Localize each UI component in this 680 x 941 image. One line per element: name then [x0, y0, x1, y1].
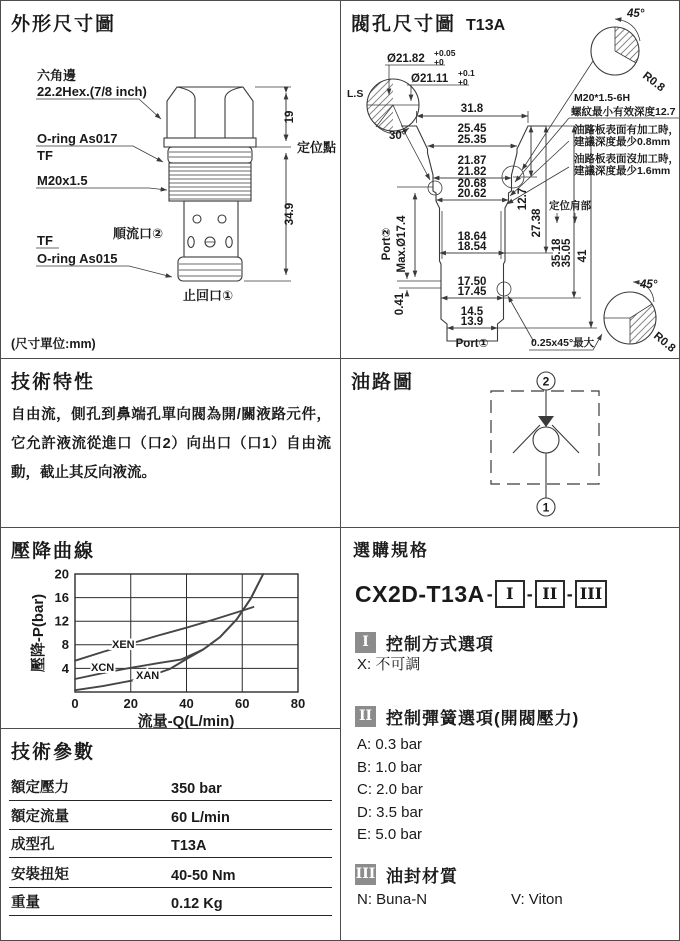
circuit-title: 油路圖	[351, 372, 415, 393]
section-2-badge: II	[355, 706, 376, 727]
option-d: D: 3.5 bar	[357, 804, 423, 821]
dia1-tol-top: +0.05	[434, 48, 456, 58]
check-port-label: 止回口①	[183, 288, 234, 303]
dash: -	[486, 583, 493, 604]
params-title: 技術參數	[11, 742, 96, 763]
tf-top-label: TF	[37, 148, 53, 163]
dim-31-8: 31.8	[460, 103, 484, 115]
machined-note-1: 油路板表面有加工時，	[574, 124, 679, 136]
flow-port-label: 順流口②	[113, 226, 164, 241]
dim-19: 19	[284, 110, 296, 124]
param-row	[9, 862, 332, 888]
model-numeral-box-2: II	[535, 580, 565, 608]
dim-21-87: 21.87	[457, 155, 487, 167]
dim-12-7: 12.7	[517, 187, 529, 211]
param-value: 40-50 Nm	[171, 868, 236, 884]
dim-14-5: 14.5	[460, 306, 484, 318]
dim-25-45: 25.45	[457, 123, 487, 135]
param-row	[9, 832, 332, 858]
xtick-20: 20	[123, 696, 138, 711]
dim-35-05: 35.05	[561, 238, 573, 268]
dim-20-68: 20.68	[457, 178, 487, 190]
port1-label: Port①	[455, 338, 489, 350]
chart-x-ticks	[71, 696, 305, 711]
pressure-drop-chart	[1, 528, 341, 729]
r08-top: R0.8	[640, 69, 667, 95]
section-2-title: 控制彈簧選項(開閥壓力)	[386, 709, 580, 728]
dash: -	[566, 583, 573, 604]
port2-label: Port②	[381, 227, 393, 261]
section-1-header	[355, 630, 494, 655]
max-dia-label: Max.Ø17.4	[396, 215, 408, 273]
model-numeral-box-1: I	[495, 580, 525, 608]
chamfer-note: 0.25x45°最大	[531, 337, 595, 349]
xtick-40: 40	[179, 696, 194, 711]
series-label-xen: XEN	[112, 639, 135, 651]
option-c: C: 2.0 bar	[357, 781, 423, 798]
ytick-16: 16	[54, 590, 69, 605]
circuit-diagram	[341, 359, 680, 528]
check-valve-symbol	[513, 390, 579, 498]
cavity-drawing	[341, 1, 680, 359]
ytick-8: 8	[61, 637, 69, 653]
xtick-80: 80	[290, 696, 306, 711]
param-value: T13A	[171, 838, 207, 854]
port-1-number: 1	[542, 500, 550, 515]
valve-body-shape	[164, 87, 256, 281]
angle-45-top: 45°	[627, 8, 645, 20]
series-label-xcn: XCN	[91, 662, 115, 674]
panel-cavity-drawing	[341, 1, 680, 359]
xtick-60: 60	[235, 696, 250, 711]
hex-size-label: 22.2Hex.(7/8 inch)	[37, 84, 147, 99]
param-label: 額定流量	[11, 809, 69, 825]
chart-title: 壓降曲線	[11, 541, 96, 562]
dia2-tol-top: +0.1	[458, 68, 475, 78]
machined-note-2: 建議深度最少0.8mm	[574, 136, 671, 148]
section-1-title: 控制方式選項	[386, 635, 494, 654]
dim-0-41: 0.41	[394, 292, 406, 316]
features-body: 自由流，側孔到鼻端孔單向閥為開/關液路元件，它允許液流從進口（口2）向出口（口1）自由流動，截止其反向液流。	[11, 407, 331, 481]
unmachined-note-2: 建議深度最少1.6mm	[574, 165, 671, 177]
param-value: 0.12 Kg	[171, 896, 223, 912]
ytick-12: 12	[54, 613, 69, 629]
thread-label: M20x1.5	[37, 173, 88, 188]
ordering-title: 選購規格	[353, 541, 429, 560]
option-x: X: 不可調	[357, 656, 421, 673]
circuit-boundary-box	[491, 391, 599, 484]
panel-ordering	[341, 528, 680, 941]
ytick-4: 4	[61, 660, 69, 676]
dim-25-35: 25.35	[457, 134, 487, 146]
xtick-0: 0	[71, 696, 79, 711]
param-label: 額定壓力	[11, 780, 69, 796]
valve-outline-drawing	[1, 1, 341, 359]
x-axis-title: 流量-Q(L/min)	[137, 713, 235, 729]
y-axis-title: 壓降-P(bar)	[30, 593, 47, 673]
dash: -	[526, 583, 533, 604]
panel-params	[1, 729, 341, 941]
oring-bottom-label: O-ring As015	[37, 251, 118, 266]
param-value: 60 L/min	[171, 810, 230, 826]
m20-label: M20*1.5-6H	[574, 92, 631, 104]
chart-grid	[75, 574, 298, 692]
dim-41: 41	[577, 249, 589, 263]
unmachined-note-1: 油路板表面沒加工時，	[574, 153, 679, 165]
option-v: V: Viton	[511, 891, 563, 908]
dim-13-9: 13.9	[460, 316, 484, 328]
section-1-badge: I	[355, 632, 376, 653]
section-3-badge: III	[355, 864, 376, 885]
cavity-subtitle: T13A	[466, 17, 506, 34]
param-row	[9, 890, 332, 916]
param-row	[9, 775, 332, 801]
shoulder-label: 定位肩部	[549, 200, 591, 212]
section-3-title: 油封材質	[386, 867, 458, 886]
series-label-xan: XAN	[136, 670, 160, 682]
dia1-label: Ø21.82	[387, 53, 425, 65]
angle-30: 30°	[389, 130, 407, 142]
hex-label: 六角邊	[37, 68, 77, 83]
section-2-header	[355, 704, 579, 729]
option-n: N: Buna-N	[357, 891, 428, 908]
dia2-tol-bot: +0	[458, 77, 468, 87]
dim-17-45: 17.45	[457, 286, 487, 298]
port-2-number: 2	[542, 374, 550, 389]
section-3-header	[355, 862, 458, 887]
option-e: E: 5.0 bar	[357, 826, 423, 843]
option-a: A: 0.3 bar	[357, 736, 423, 753]
outline-title: 外形尺寸圖	[11, 14, 117, 35]
panel-features	[1, 359, 341, 528]
dim-17-50: 17.50	[457, 276, 487, 288]
model-code: CX2D-T13A	[355, 580, 485, 607]
tf-bottom-label: TF	[37, 233, 53, 248]
panel-circuit	[341, 359, 680, 528]
features-title: 技術特性	[11, 372, 96, 393]
dim-18-64: 18.64	[457, 231, 487, 243]
dia1-tol-bot: +0	[434, 57, 444, 67]
ls-label: L.S	[347, 88, 364, 100]
param-label: 安裝扭矩	[11, 867, 69, 883]
model-code-line	[355, 580, 607, 608]
thread-depth-note: 螺紋最小有效深度12.7	[571, 106, 676, 118]
option-b: B: 1.0 bar	[357, 759, 423, 776]
panel-outline-drawing	[1, 1, 341, 359]
dia2-label: Ø21.11	[411, 73, 449, 85]
param-label: 重量	[11, 895, 40, 911]
panel-chart	[1, 528, 341, 729]
cavity-title-text: 閥孔尺寸圖	[351, 14, 457, 35]
dim-34-9: 34.9	[284, 202, 296, 226]
param-value: 350 bar	[171, 781, 222, 797]
angle-45-bot: 45°	[640, 279, 658, 291]
oring-top-label: O-ring As017	[37, 131, 118, 146]
model-numeral-box-3: III	[575, 580, 607, 608]
unit-note: (尺寸單位:mm)	[11, 337, 96, 351]
datum-label: 定位點	[297, 140, 337, 155]
ytick-20: 20	[54, 566, 69, 582]
r08-bot: R0.8	[651, 330, 678, 355]
param-label: 成型孔	[11, 837, 55, 853]
dim-27-38: 27.38	[531, 208, 543, 238]
param-row	[9, 804, 332, 830]
dim-20-62: 20.62	[457, 188, 487, 200]
dim-18-54: 18.54	[457, 241, 487, 253]
series-xen	[75, 607, 253, 661]
dim-35-18: 35.18	[551, 238, 563, 268]
chart-y-ticks	[55, 567, 70, 676]
dim-21-82: 21.82	[457, 166, 487, 178]
